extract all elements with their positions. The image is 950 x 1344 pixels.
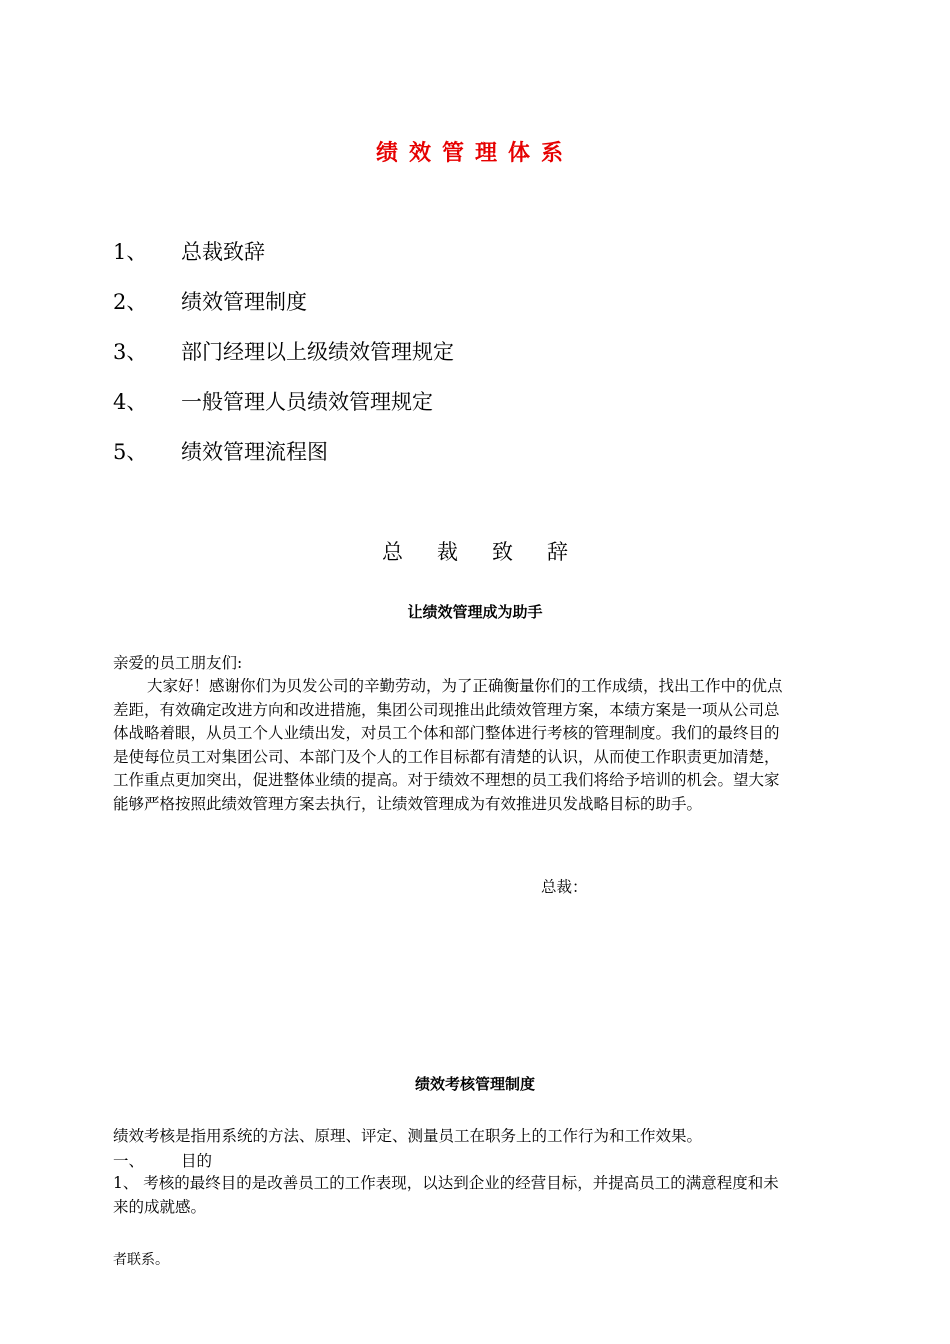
section-title: 目的 <box>181 1152 213 1170</box>
purpose-line: 来的成就感。 <box>113 1197 207 1216</box>
speech-title: 总裁致辞 <box>382 540 602 564</box>
toc-item-text: 部门经理以上级绩效管理规定 <box>181 340 454 364</box>
toc-item-number: 2、 <box>113 290 148 314</box>
toc-item-text: 一般管理人员绩效管理规定 <box>181 390 433 414</box>
toc-item-number: 4、 <box>113 390 148 414</box>
purpose-line: 1、 考核的最终目的是改善员工的工作表现，以达到企业的经营目标，并提高员工的满意程度和未 <box>113 1174 779 1192</box>
speech-line: 大家好！感谢你们为贝发公司的辛勤劳动，为了正确衡量你们的工作成绩，找出工作中的优点 <box>147 677 783 695</box>
speech-line: 是使每位员工对集团公司、本部门及个人的工作目标都有清楚的认识，从而使工作职责更加清楚， <box>113 747 780 766</box>
toc-item-number: 5、 <box>113 440 148 464</box>
toc-item-number: 3、 <box>113 340 148 364</box>
speech-body <box>113 675 837 816</box>
toc-item-text: 绩效管理流程图 <box>181 440 328 464</box>
speech-line: 能够严格按照此绩效管理方案去执行，让绩效管理成为有效推进贝发战略目标的助手。 <box>113 794 703 813</box>
purpose-item <box>113 1172 837 1219</box>
system-title: 绩效考核管理制度 <box>414 1075 535 1093</box>
speech-subtitle: 让绩效管理成为助手 <box>407 603 543 621</box>
document-title: 绩效管理体系 <box>375 141 574 166</box>
speech-salutation: 亲爱的员工朋友们: <box>113 654 243 672</box>
toc-item-number: 1、 <box>113 240 148 264</box>
speech-line: 工作重点更加突出，促进整体业绩的提高。对于绩效不理想的员工我们将给予培训的机会。望大家 <box>113 771 780 789</box>
footer-text: 者联系。 <box>113 1252 169 1268</box>
speech-line: 体战略着眼，从员工个人业绩出发，对员工个体和部门整体进行考核的管理制度。我们的最终目的 <box>113 724 780 742</box>
speech-line: 差距，有效确定改进方向和改进措施，集团公司现推出此绩效管理方案，本绩方案是一项从公司总 <box>113 700 780 719</box>
toc-item-text: 总裁致辞 <box>181 240 265 264</box>
speech-signature: 总裁： <box>541 878 588 896</box>
system-definition: 绩效考核是指用系统的方法、原理、评定、测量员工在职务上的工作行为和工作效果。 <box>113 1127 703 1145</box>
section-number: 一、 <box>113 1152 145 1170</box>
toc-item-text: 绩效管理制度 <box>181 290 307 314</box>
